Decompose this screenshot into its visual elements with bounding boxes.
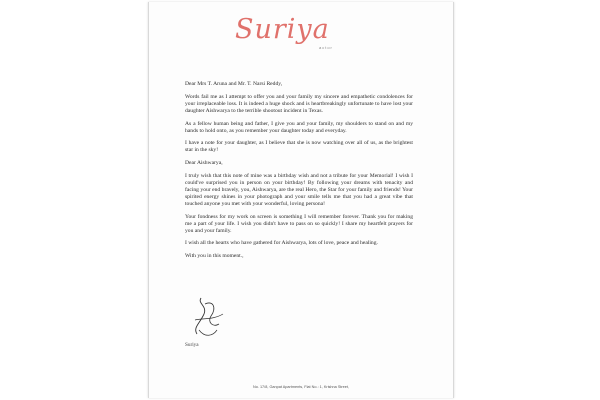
closing-line: With you in this moment., — [185, 253, 244, 260]
logo-subtitle: actor — [319, 45, 333, 50]
paragraph-2: As a fellow human being and father, I give you and your family, my shoulders to stand on and my hands to hold onto, as you remember your daughter today and everyday. — [185, 120, 413, 134]
footer-address: No. 17/8, Ganpat Apartments, Flat No.: 1, Krishna Street, — [252, 385, 350, 389]
signatory-name: Suriya — [185, 342, 199, 348]
signature-icon — [183, 294, 243, 346]
suriya-logo: Suriya — [235, 14, 330, 45]
paragraph-7: I wish all the hearts who have gathered for Aishwarya, lots of love, peace and healing. — [185, 240, 378, 247]
salutation: Dear Mrs T. Aruna and Mr. T. Narsi Reddy, — [185, 81, 283, 87]
paragraph-4: Dear Aishwarya, — [185, 160, 223, 167]
letter-body — [185, 81, 413, 267]
letter-page — [148, 2, 454, 398]
paragraph-5: I truly wish that this note of mine was a birthday wish and not a tribute for your Memorial! I wish I could've surprised you in person on your birthday! By following your dreams with tenacity and facing your end bravely, you, Aishwarya, are the real Hero, the Star for your family and friends! Your spirited energy shines in your photograph and your smile tells me that you had a great vibe that touched anyone you met with your wonderful, loving persona! — [185, 173, 413, 207]
paragraph-6: Your fondness for my work on screen is something I will remember forever. Thank you for making me a part of your life. I wish you didn't have to pass on so quickly! I share my heartfelt prayers for you and your family. — [185, 213, 413, 234]
paragraph-3: I have a note for your daughter, as I believe that she is now watching over all of us, as the brightest star in the sky! — [185, 140, 413, 154]
paragraph-1: Words fail me as I attempt to offer you and your family my sincere and empathetic condolences for your irreplaceable loss. It is indeed a huge shock and is heartbreakingly unfortunate to have lost your daughter Aishwarya to the terrible shootout incident in Texas. — [185, 93, 413, 114]
